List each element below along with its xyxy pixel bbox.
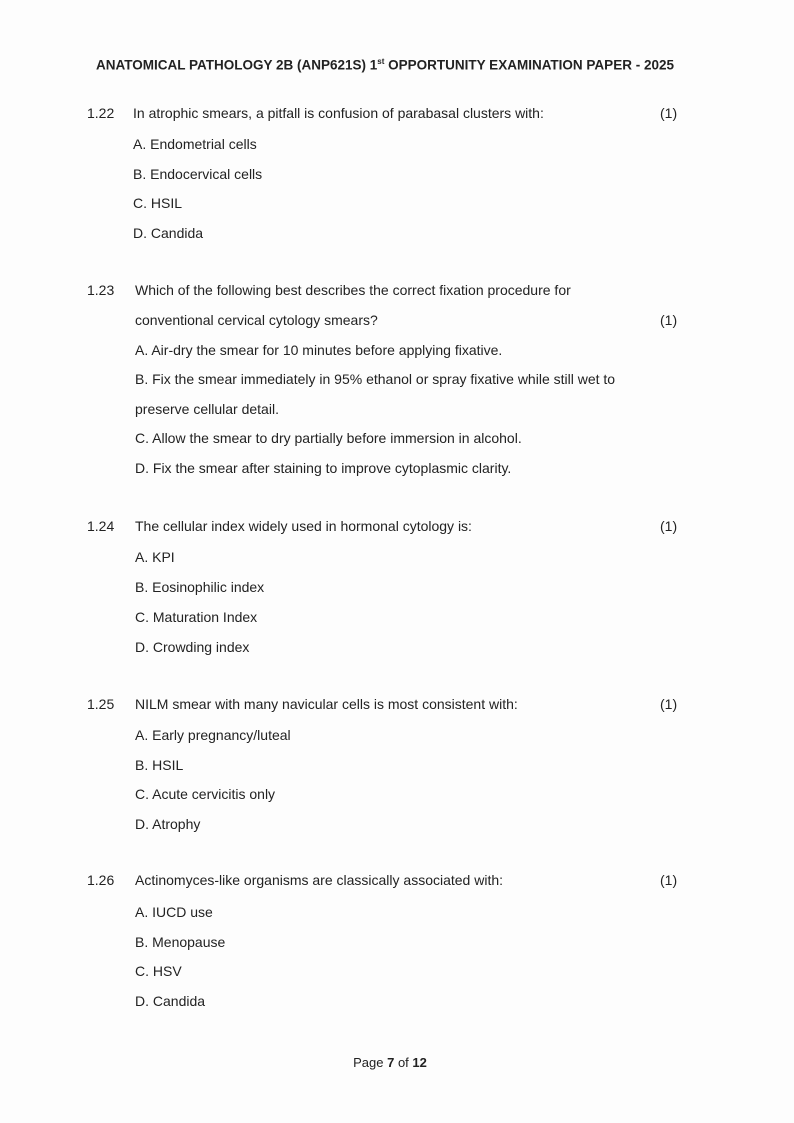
answer-option: C. HSV <box>135 963 182 979</box>
page-total: 12 <box>412 1055 427 1070</box>
question-marks: (1) <box>660 872 678 888</box>
question-marks: (1) <box>660 105 678 121</box>
answer-option: A. IUCD use <box>135 904 213 920</box>
question-text: The cellular index widely used in hormonal cytology is: <box>135 518 472 534</box>
answer-option: B. Eosinophilic index <box>135 579 265 595</box>
question-number: 1.26 <box>87 872 115 888</box>
of-label: of <box>394 1055 413 1070</box>
question-text: Actinomyces-like organisms are classically associated with: <box>135 872 504 888</box>
answer-option: C. Acute cervicitis only <box>135 786 276 802</box>
header-superscript: st <box>377 57 385 66</box>
question-marks: (1) <box>660 696 678 712</box>
page-footer <box>0 1054 780 1072</box>
answer-option: B. HSIL <box>135 757 184 773</box>
page-header-title <box>0 53 770 75</box>
question-text: In atrophic smears, a pitfall is confusion of parabasal clusters with: <box>133 105 544 121</box>
question-number: 1.23 <box>87 282 115 298</box>
question-number: 1.22 <box>87 105 115 121</box>
answer-option: C. Allow the smear to dry partially before immersion in alcohol. <box>135 430 522 446</box>
question-marks: (1) <box>660 312 678 328</box>
answer-option: A. Early pregnancy/luteal <box>135 727 291 743</box>
answer-option: D. Fix the smear after staining to improve cytoplasmic clarity. <box>135 460 512 476</box>
page-label: Page <box>353 1055 388 1070</box>
page-current: 7 <box>387 1055 395 1070</box>
answer-option: A. KPI <box>135 549 175 565</box>
answer-option: B. Endocervical cells <box>133 166 263 182</box>
answer-option: D. Atrophy <box>135 816 201 832</box>
question-number: 1.25 <box>87 696 115 712</box>
answer-option: C. HSIL <box>133 195 183 211</box>
question-text: conventional cervical cytology smears? <box>135 312 378 328</box>
question-marks: (1) <box>660 518 678 534</box>
header-text-suffix: OPPORTUNITY EXAMINATION PAPER - 2025 <box>384 57 674 73</box>
header-text: ANATOMICAL PATHOLOGY 2B (ANP621S) 1 <box>96 57 378 73</box>
answer-option: A. Endometrial cells <box>133 136 257 152</box>
answer-option: A. Air-dry the smear for 10 minutes before applying fixative. <box>135 342 503 358</box>
answer-option: D. Crowding index <box>135 639 250 655</box>
answer-option: B. Menopause <box>135 934 226 950</box>
answer-option: D. Candida <box>133 225 204 241</box>
question-text: NILM smear with many navicular cells is most consistent with: <box>135 696 518 712</box>
question-number: 1.24 <box>87 518 115 534</box>
question-text: Which of the following best describes the correct fixation procedure for <box>135 282 571 298</box>
answer-option: preserve cellular detail. <box>135 401 279 417</box>
answer-option: C. Maturation Index <box>135 609 258 625</box>
answer-option: D. Candida <box>135 993 206 1009</box>
answer-option: B. Fix the smear immediately in 95% ethanol or spray fixative while still wet to <box>135 371 616 387</box>
